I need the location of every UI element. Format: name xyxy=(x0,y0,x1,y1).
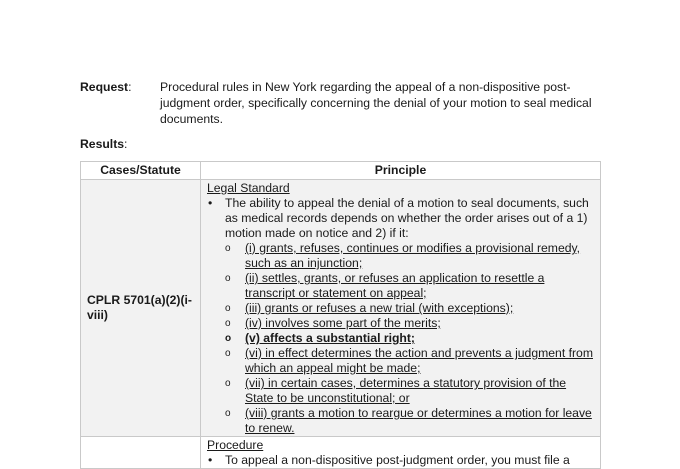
section-heading: Legal Standard xyxy=(207,181,290,195)
principle-cell xyxy=(201,180,601,437)
principle-cell xyxy=(201,437,601,469)
table-header-row xyxy=(81,162,601,180)
request-label: Request: xyxy=(80,80,132,94)
sub-item-ii: o (ii) settles, grants, or refuses an application to resettle a transcript or statement on appeal; xyxy=(245,271,594,301)
sub-item-iii: o (iii) grants or refuses a new trial (with exceptions); xyxy=(245,301,594,316)
case-cell xyxy=(81,437,201,469)
sub-item-iv: o (iv) involves some part of the merits; xyxy=(245,316,594,331)
sub-item-vi: o (vi) in effect determines the action and prevents a judgment from which an appeal might be made; xyxy=(245,346,594,376)
table-row xyxy=(81,180,601,437)
sub-item-v: o (v) affects a substantial right; xyxy=(245,331,594,346)
section-heading: Procedure xyxy=(207,438,264,452)
header-cases-statute: Cases/Statute xyxy=(81,162,201,180)
header-principle: Principle xyxy=(201,162,601,180)
sub-list xyxy=(225,241,594,436)
results-label: Results: xyxy=(80,137,128,151)
principle-list xyxy=(207,453,594,468)
list-item: • To appeal a non-dispositive post-judgment order, you must file a xyxy=(225,453,594,468)
principle-list xyxy=(207,196,594,436)
results-table xyxy=(80,161,601,469)
sub-item-viii: o (viii) grants a motion to reargue or determines a motion for leave to renew. xyxy=(245,406,594,436)
request-text: Procedural rules in New York regarding the appeal of a non-dispositive post-judgment order, specifically concerning the denial of your motion to seal medical documents. xyxy=(160,80,592,126)
sub-item-vii: o (vii) in certain cases, determines a statutory provision of the State to be unconstitutional; or xyxy=(245,376,594,406)
list-item xyxy=(225,196,594,436)
table-row xyxy=(81,437,601,469)
case-cell: CPLR 5701(a)(2)(i-viii) xyxy=(81,180,201,437)
bullet-text: The ability to appeal the denial of a motion to seal documents, such as medical records depends on whether the order arises out of a 1) motion made on notice and 2) if it: xyxy=(225,196,589,240)
request-section xyxy=(80,79,600,127)
sub-item-i: o (i) grants, refuses, continues or modifies a provisional remedy, such as an injunction; xyxy=(245,241,594,271)
